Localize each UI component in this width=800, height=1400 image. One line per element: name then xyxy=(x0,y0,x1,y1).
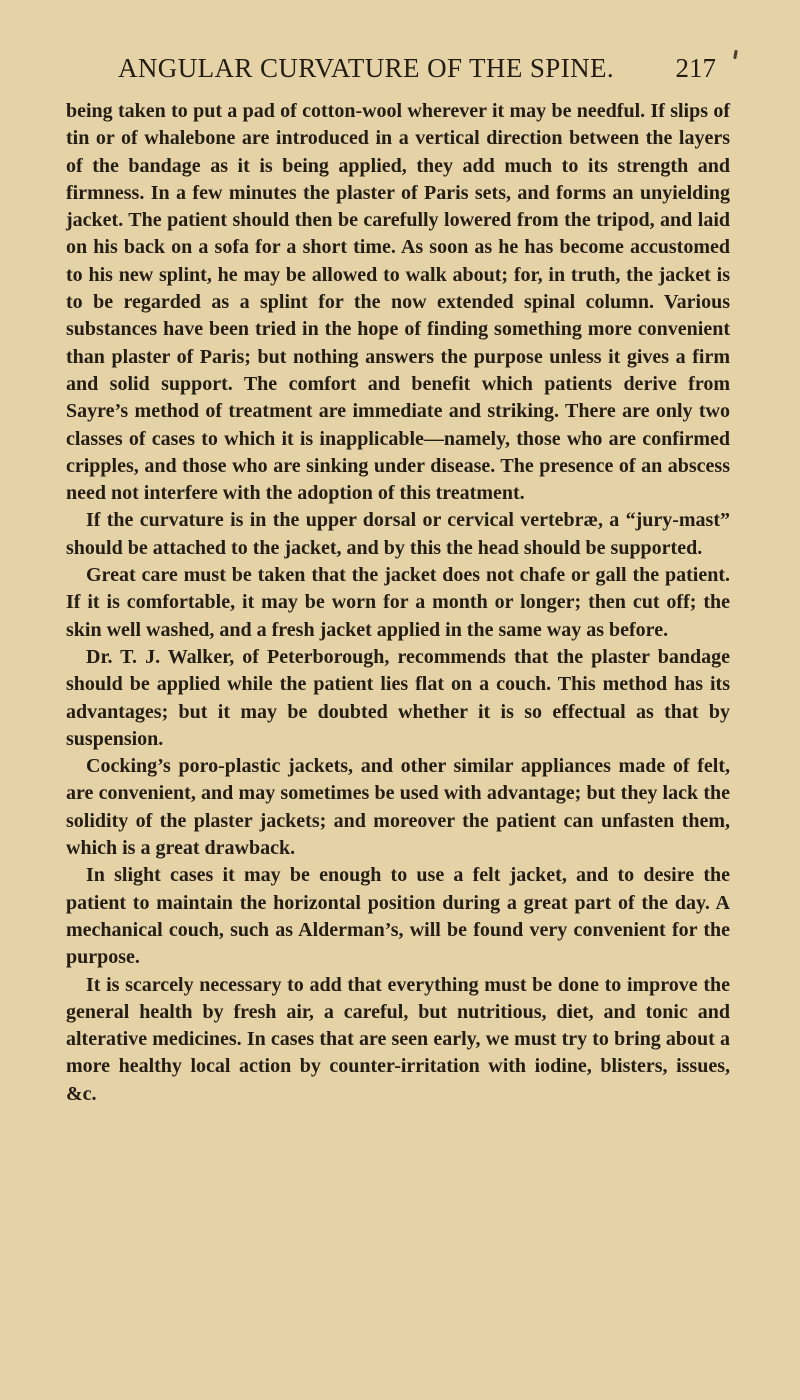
paragraph-continuation: being taken to put a pad of cotton-wool wherever it may be needful. If slips of tin or of whalebone are introduced in a vertical direction between the layers of the bandage as it is being applied, they add much to its strength and firmness. In a few minutes the plaster of Paris sets, and forms an unyielding jacket. The patient should then be carefully lowered from the tripod, and laid on his back on a sofa for a short time. As soon as he has become accustomed to his new splint, he may be allowed to walk about; for, in truth, the jacket is to be regarded as a splint for the now extended spinal column. Various substances have been tried in the hope of finding something more convenient than plaster of Paris; but nothing answers the purpose unless it gives a firm and solid support. The comfort and benefit which patients derive from Sayre’s method of treatment are immediate and striking. There are only two classes of cases to which it is inapplicable—namely, those who are confirmed cripples, and those who are sinking under disease. The presence of an abscess need not interfere with the adoption of this treatment. xyxy=(66,100,730,505)
ink-speck xyxy=(733,50,738,59)
page-header xyxy=(118,50,716,86)
paragraph-general-health: It is scarcely necessary to add that everything must be done to improve the general health by fresh air, a careful, but nutritious, diet, and tonic and alterative medicines. In cases that are seen early, we must try to bring about a more healthy local action by counter-irritation with iodine, blisters, issues, &c. xyxy=(66,973,730,1105)
paragraph-slight-cases: In slight cases it may be enough to use a felt jacket, and to desire the patient to maintain the horizontal position during a great part of the day. A mechanical couch, such as Alderman’s, will be found very convenient for the purpose. xyxy=(66,864,730,969)
running-head: ANGULAR CURVATURE OF THE SPINE. xyxy=(118,53,615,83)
paragraph-chafe: Great care must be taken that the jacket does not chafe or gall the patient. If it is comfortable, it may be worn for a month or longer; then cut off; the skin well washed, and a fresh jacket applied in the same way as before. xyxy=(66,564,730,641)
paragraph-jury-mast: If the curvature is in the upper dorsal or cervical vertebræ, a “jury-mast” should be attached to the jacket, and by this the head should be supported. xyxy=(66,509,730,559)
body-text xyxy=(66,98,730,1108)
paragraph-walker: Dr. T. J. Walker, of Peterborough, recommends that the plaster bandage should be applied while the patient lies flat on a couch. This method has its advantages; but it may be doubted whether it is so effectual as that by suspension. xyxy=(66,645,730,750)
paragraph-cocking: Cocking’s poro-plastic jackets, and other similar appliances made of felt, are convenient, and may sometimes be used with advantage; but they lack the solidity of the plaster jackets; and moreover the patient can unfasten them, which is a great drawback. xyxy=(66,755,730,860)
page-number: 217 xyxy=(675,53,716,83)
